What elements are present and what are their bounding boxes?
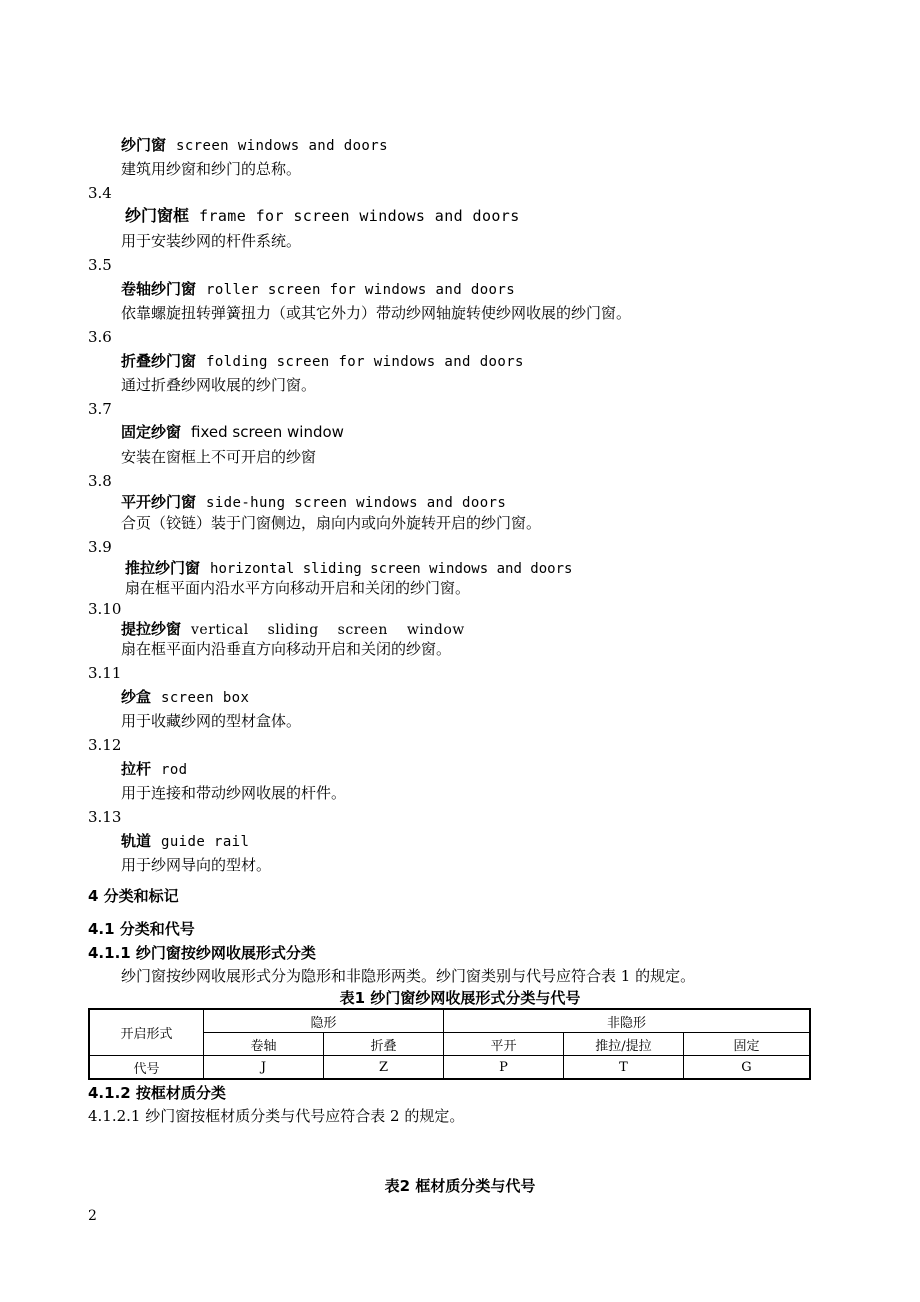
term-definition: 通过折叠纱网收展的纱门窗。 <box>121 376 317 394</box>
table-cell: 开启形式 <box>89 1009 204 1056</box>
term-zh: 固定纱窗 <box>121 423 182 441</box>
table-cell: 推拉/提拉 <box>564 1033 684 1056</box>
term-heading <box>125 558 572 579</box>
term-definition: 依靠螺旋扭转弹簧扭力（或其它外力）带动纱网轴旋转使纱网收展的纱门窗。 <box>121 304 632 322</box>
term-definition: 扇在框平面内沿水平方向移动开启和关闭的纱门窗。 <box>125 579 471 597</box>
term-heading <box>121 351 524 372</box>
term-definition: 建筑用纱窗和纱门的总称。 <box>121 160 302 178</box>
term-zh: 纱盒 <box>121 688 152 706</box>
term-number: 3.10 <box>88 600 122 618</box>
table-cell: 隐形 <box>204 1009 444 1033</box>
term-zh: 平开纱门窗 <box>121 493 197 511</box>
term-en: horizontal sliding screen windows and doors <box>210 561 573 577</box>
term-en: rod <box>161 762 188 778</box>
term-number: 3.9 <box>88 538 112 556</box>
term-definition: 合页（铰链）装于门窗侧边，扇向内或向外旋转开启的纱门窗。 <box>121 514 542 532</box>
term-en: side-hung screen windows and doors <box>206 495 507 511</box>
table-cell: 折叠 <box>324 1033 444 1056</box>
term-number: 3.13 <box>88 808 122 826</box>
paragraph: 纱门窗按纱网收展形式分为隐形和非隐形两类。纱门窗类别与代号应符合表 1 的规定。 <box>121 967 696 985</box>
term-zh: 推拉纱门窗 <box>125 559 201 577</box>
table-cell: 固定 <box>684 1033 811 1056</box>
term-zh: 轨道 <box>121 832 152 850</box>
term-heading <box>121 759 188 780</box>
term-number: 3.11 <box>88 664 122 682</box>
term-en: screen windows and doors <box>176 138 388 154</box>
term-heading <box>121 422 344 442</box>
paragraph: 4.1.2.1 纱门窗按框材质分类与代号应符合表 2 的规定。 <box>88 1107 465 1125</box>
table-cell: T <box>564 1056 684 1080</box>
term-en: folding screen for windows and doors <box>206 354 524 370</box>
term-en: screen box <box>161 690 250 706</box>
term-zh: 拉杆 <box>121 760 152 778</box>
term-heading <box>121 831 249 852</box>
table-cell: G <box>684 1056 811 1080</box>
term-heading <box>121 687 249 708</box>
term-number: 3.12 <box>88 736 122 754</box>
subsection-heading: 4.1 分类和代号 <box>88 920 195 938</box>
term-definition: 用于收藏纱网的型材盒体。 <box>121 712 302 730</box>
table-row <box>89 1056 810 1080</box>
term-heading <box>121 619 465 640</box>
table-cell: Z <box>324 1056 444 1080</box>
table-row <box>89 1009 810 1033</box>
term-zh: 纱门窗框 <box>125 206 190 225</box>
table-cell: 平开 <box>444 1033 564 1056</box>
term-zh: 提拉纱窗 <box>121 620 182 638</box>
table-caption: 表1 纱门窗纱网收展形式分类与代号 <box>339 989 581 1007</box>
section-heading: 4 分类和标记 <box>88 887 179 905</box>
term-definition: 用于安装纱网的杆件系统。 <box>121 232 302 250</box>
table-cell: 非隐形 <box>444 1009 811 1033</box>
classification-table <box>88 1008 811 1080</box>
term-definition: 安装在窗框上不可开启的纱窗 <box>121 448 317 466</box>
term-number: 3.6 <box>88 328 112 346</box>
term-heading <box>125 206 520 226</box>
table-caption: 表2 框材质分类与代号 <box>384 1177 536 1195</box>
term-en: fixed screen window <box>191 423 344 441</box>
term-number: 3.5 <box>88 256 112 274</box>
term-definition: 用于纱网导向的型材。 <box>121 856 272 874</box>
subsection-heading: 4.1.1 纱门窗按纱网收展形式分类 <box>88 944 316 962</box>
term-number: 3.8 <box>88 472 112 490</box>
term-heading <box>121 135 388 156</box>
subsection-heading: 4.1.2 按框材质分类 <box>88 1084 226 1102</box>
term-en: vertical sliding screen window <box>191 622 465 638</box>
term-zh: 卷轴纱门窗 <box>121 280 197 298</box>
term-en: frame for screen windows and doors <box>199 207 520 225</box>
term-zh: 折叠纱门窗 <box>121 352 197 370</box>
table-cell: J <box>204 1056 324 1080</box>
term-number: 3.7 <box>88 400 112 418</box>
table-cell: P <box>444 1056 564 1080</box>
table-cell: 卷轴 <box>204 1033 324 1056</box>
term-zh: 纱门窗 <box>121 136 167 154</box>
term-heading <box>121 279 515 300</box>
term-en: guide rail <box>161 834 250 850</box>
term-en: roller screen for windows and doors <box>206 282 516 298</box>
page-number: 2 <box>88 1208 97 1224</box>
term-definition: 扇在框平面内沿垂直方向移动开启和关闭的纱窗。 <box>121 640 452 658</box>
term-number: 3.4 <box>88 184 112 202</box>
term-definition: 用于连接和带动纱网收展的杆件。 <box>121 784 347 802</box>
table-cell: 代号 <box>89 1056 204 1080</box>
term-heading <box>121 492 506 513</box>
